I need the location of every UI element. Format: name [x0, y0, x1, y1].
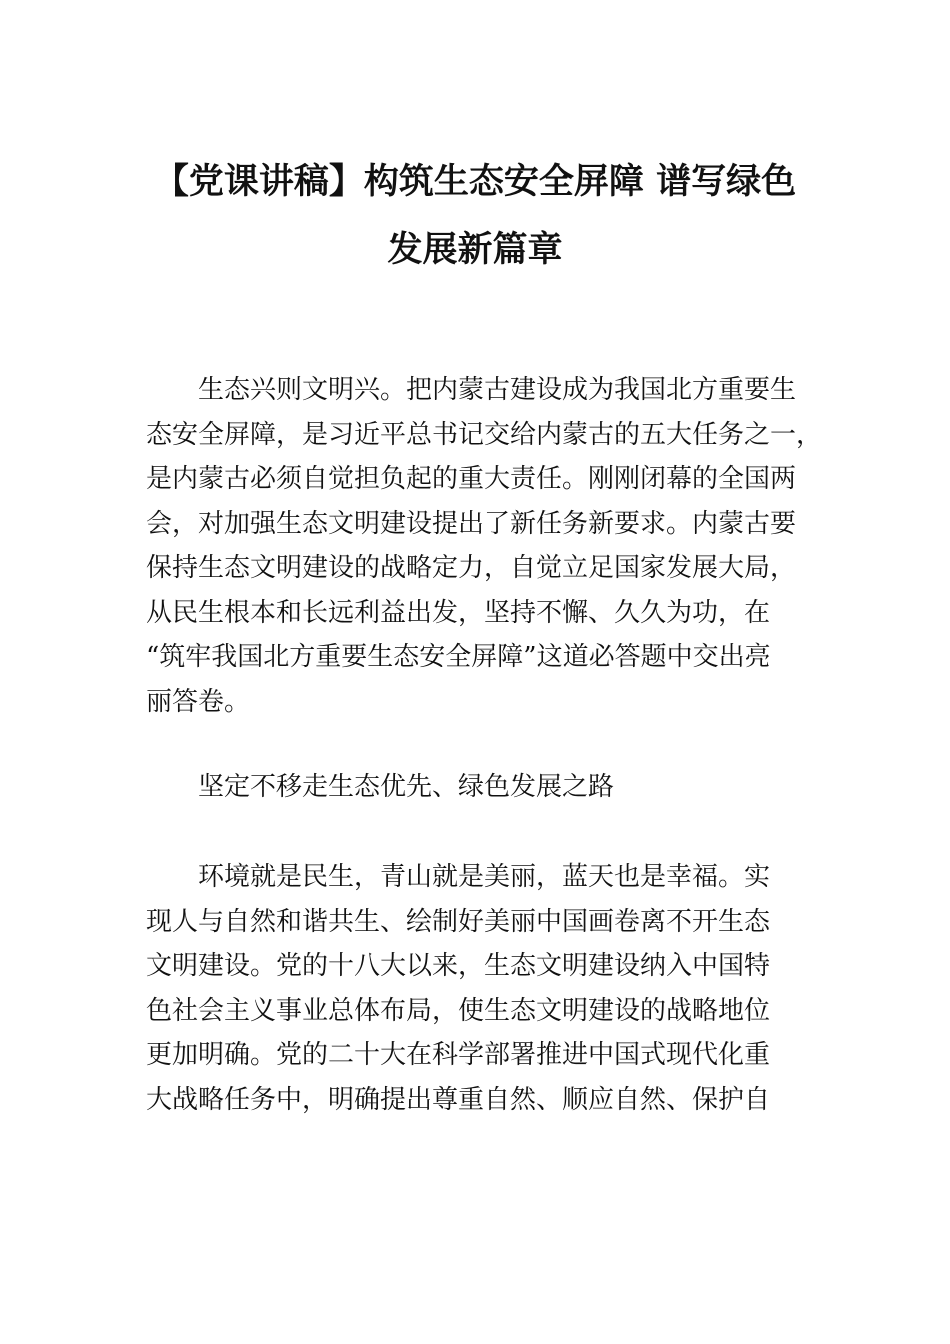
- paragraph-line: 保持生态文明建设的战略定力，自觉立足国家发展大局，: [146, 553, 797, 583]
- paragraph-line: 环境就是民生，青山就是美丽，蓝天也是幸福。实: [146, 862, 771, 892]
- paragraph-line: 大战略任务中，明确提出尊重自然、顺应自然、保护自: [146, 1084, 771, 1115]
- paragraph-line: 生态兴则文明兴。把内蒙古建设成为我国北方重要生: [146, 375, 797, 405]
- paragraph-line: 现人与自然和谐共生、绘制好美丽中国画卷离不开生态: [146, 906, 771, 937]
- paragraph-line: 从民生根本和长远利益出发，坚持不懈、久久为功，在: [146, 597, 771, 628]
- section-heading: [146, 765, 826, 810]
- paragraph-line: 是内蒙古必须自觉担负起的重大责任。刚刚闭幕的全国两: [146, 464, 797, 494]
- paragraph-line: 态安全屏障，是习近平总书记交给内蒙古的五大任务之一，: [146, 419, 823, 450]
- paragraph-line: 会，对加强生态文明建设提出了新任务新要求。内蒙古要: [146, 508, 797, 539]
- section-heading-text: 坚定不移走生态优先、绿色发展之路: [146, 772, 615, 802]
- paragraph-environment: [146, 855, 826, 1122]
- title-line-2: 发展新篇章: [387, 229, 563, 270]
- paragraph-line: “筑牢我国北方重要生态安全屏障”这道必答题中交出亮: [146, 642, 771, 672]
- title-line-1: 【党课讲稿】构筑生态安全屏障 谱写绿色: [153, 161, 797, 202]
- paragraph-line: 色社会主义事业总体布局，使生态文明建设的战略地位: [146, 995, 771, 1026]
- paragraph-line: 更加明确。党的二十大在科学部署推进中国式现代化重: [146, 1040, 771, 1070]
- document-title: [140, 148, 810, 284]
- paragraph-intro: [146, 368, 826, 724]
- paragraph-line: 丽答卷。: [146, 686, 251, 717]
- paragraph-line: 文明建设。党的十八大以来，生态文明建设纳入中国特: [146, 951, 771, 981]
